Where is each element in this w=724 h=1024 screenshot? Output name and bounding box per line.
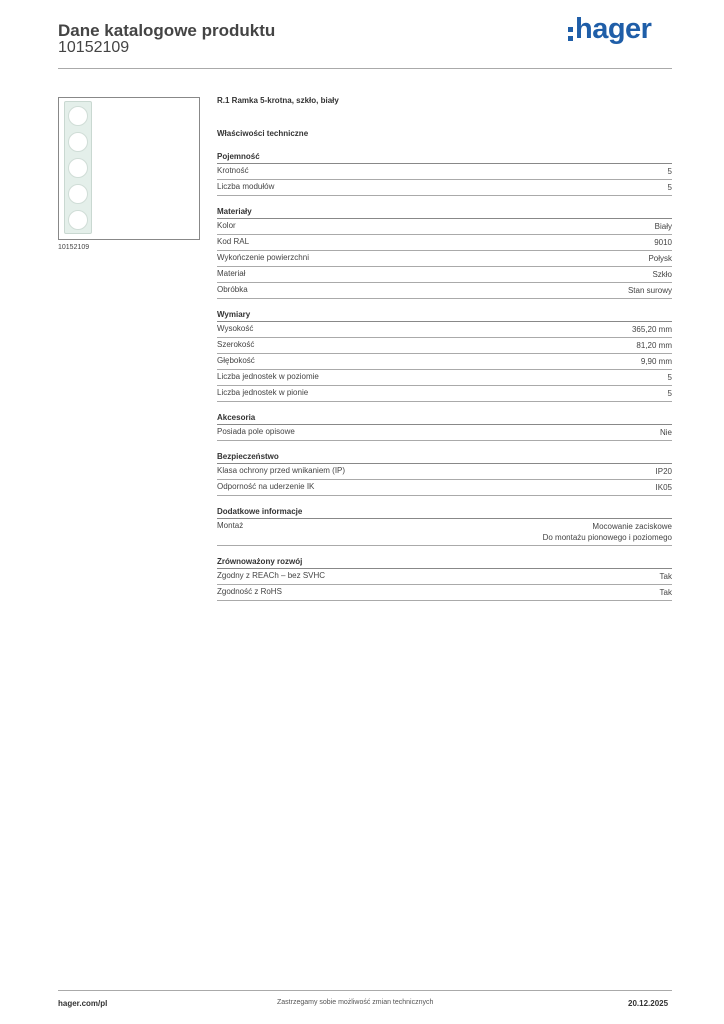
- spec-value-line: 5: [667, 183, 672, 192]
- footer-disclaimer: Zastrzegamy sobie możliwość zmian technicznych: [277, 999, 434, 1006]
- spec-label: Klasa ochrony przed wnikaniem (IP): [217, 466, 346, 475]
- spec-label: Zgodność z RoHS: [217, 587, 282, 596]
- spec-value-line: 81,20 mm: [636, 341, 672, 350]
- spec-label: Głębokość: [217, 356, 255, 365]
- frame-plate: [64, 101, 92, 234]
- spec-value-line: Nie: [659, 428, 672, 437]
- spec-value-line: Do montażu pionowego i poziomego: [542, 533, 672, 542]
- spec-value-line: Połysk: [648, 254, 672, 263]
- spec-value-line: 5: [667, 373, 672, 382]
- product-image: [58, 97, 200, 240]
- image-caption: 10152109: [58, 244, 90, 251]
- spec-row: [217, 235, 672, 251]
- spec-label: Montaż: [217, 521, 244, 530]
- header-divider: [58, 68, 672, 69]
- frame-cell: [68, 210, 88, 230]
- section-heading: Bezpieczeństwo: [217, 452, 672, 464]
- spec-section: [217, 207, 672, 299]
- spec-sections: [217, 152, 672, 601]
- spec-label: Liczba modułów: [217, 182, 275, 191]
- spec-section: [217, 557, 672, 601]
- footer-date: 20.12.2025: [628, 999, 669, 1008]
- section-heading: Pojemność: [217, 152, 672, 164]
- spec-value: [668, 166, 672, 177]
- spec-value-line: Tak: [659, 588, 672, 597]
- spec-content: [217, 96, 672, 612]
- spec-row: [217, 180, 672, 196]
- spec-value: [655, 221, 672, 232]
- spec-value: [660, 571, 672, 582]
- spec-value: [668, 182, 672, 193]
- spec-row: [217, 267, 672, 283]
- spec-value-line: IK05: [655, 483, 672, 492]
- properties-title: Właściwości techniczne: [217, 129, 309, 138]
- spec-section: [217, 507, 672, 546]
- spec-label: Liczba jednostek w poziomie: [217, 372, 319, 381]
- spec-value-line: 9010: [654, 238, 672, 247]
- footer-website[interactable]: hager.com/pl: [58, 999, 108, 1008]
- product-code: 10152109: [58, 39, 130, 56]
- spec-row: [217, 569, 672, 585]
- frame-cell: [68, 184, 88, 204]
- spec-value: [668, 372, 672, 383]
- spec-row: [217, 386, 672, 402]
- spec-label: Krotność: [217, 166, 249, 175]
- logo-dot: [568, 36, 573, 41]
- section-heading: Dodatkowe informacje: [217, 507, 672, 519]
- spec-row: [217, 283, 672, 299]
- logo-text: hager: [575, 13, 652, 45]
- section-heading: Akcesoria: [217, 413, 672, 425]
- spec-label: Obróbka: [217, 285, 248, 294]
- spec-section: [217, 452, 672, 496]
- spec-row: [217, 585, 672, 601]
- spec-row: [217, 251, 672, 267]
- spec-value: [656, 466, 672, 477]
- spec-label: Odporność na uderzenie IK: [217, 482, 315, 491]
- section-heading: Wymiary: [217, 310, 672, 322]
- spec-label: Liczba jednostek w pionie: [217, 388, 309, 397]
- spec-value-line: 5: [667, 389, 672, 398]
- spec-label: Kod RAL: [217, 237, 250, 246]
- spec-row: [217, 338, 672, 354]
- logo-dot: [568, 27, 573, 32]
- spec-section: [217, 310, 672, 402]
- spec-label: Zgodny z REACh – bez SVHC: [217, 571, 326, 580]
- frame-cell: [68, 106, 88, 126]
- spec-value: [668, 388, 672, 399]
- spec-section: [217, 413, 672, 441]
- spec-label: Szerokość: [217, 340, 255, 349]
- product-name: R.1 Ramka 5-krotna, szkło, biały: [217, 96, 339, 105]
- section-heading: Materiały: [217, 207, 672, 219]
- spec-row: [217, 164, 672, 180]
- spec-label: Kolor: [217, 221, 236, 230]
- spec-value-line: Biały: [654, 222, 672, 231]
- spec-label: Wykończenie powierzchni: [217, 253, 309, 262]
- spec-value-line: Stan surowy: [627, 286, 672, 295]
- frame-cell: [68, 158, 88, 178]
- spec-value: [648, 253, 672, 264]
- document-title: Dane katalogowe produktu: [58, 21, 276, 40]
- spec-value-line: 9,90 mm: [640, 357, 672, 366]
- spec-section: [217, 152, 672, 196]
- spec-row: [217, 219, 672, 235]
- hager-logo: [568, 13, 656, 48]
- spec-value: [660, 427, 672, 438]
- spec-row: [217, 322, 672, 338]
- spec-row: [217, 370, 672, 386]
- spec-value: [636, 340, 672, 351]
- frame-cell: [68, 132, 88, 152]
- spec-value: [628, 285, 672, 296]
- spec-value: [632, 324, 672, 335]
- section-heading: Zrównoważony rozwój: [217, 557, 672, 569]
- spec-row: [217, 425, 672, 441]
- footer-divider: [58, 990, 672, 991]
- spec-value: [652, 269, 672, 280]
- spec-value: [543, 521, 672, 543]
- spec-value-line: Tak: [659, 572, 672, 581]
- spec-value-line: Mocowanie zaciskowe: [592, 522, 672, 531]
- spec-value: [656, 482, 672, 493]
- spec-value-line: IP20: [655, 467, 672, 476]
- spec-row: [217, 480, 672, 496]
- spec-row: [217, 519, 672, 546]
- spec-row: [217, 464, 672, 480]
- spec-label: Posiada pole opisowe: [217, 427, 295, 436]
- spec-value: [660, 587, 672, 598]
- spec-value-line: 365,20 mm: [631, 325, 672, 334]
- spec-value-line: Szkło: [652, 270, 672, 279]
- spec-value: [641, 356, 672, 367]
- spec-row: [217, 354, 672, 370]
- spec-label: Wysokość: [217, 324, 254, 333]
- spec-label: Materiał: [217, 269, 246, 278]
- spec-value-line: 5: [667, 167, 672, 176]
- spec-value: [654, 237, 672, 248]
